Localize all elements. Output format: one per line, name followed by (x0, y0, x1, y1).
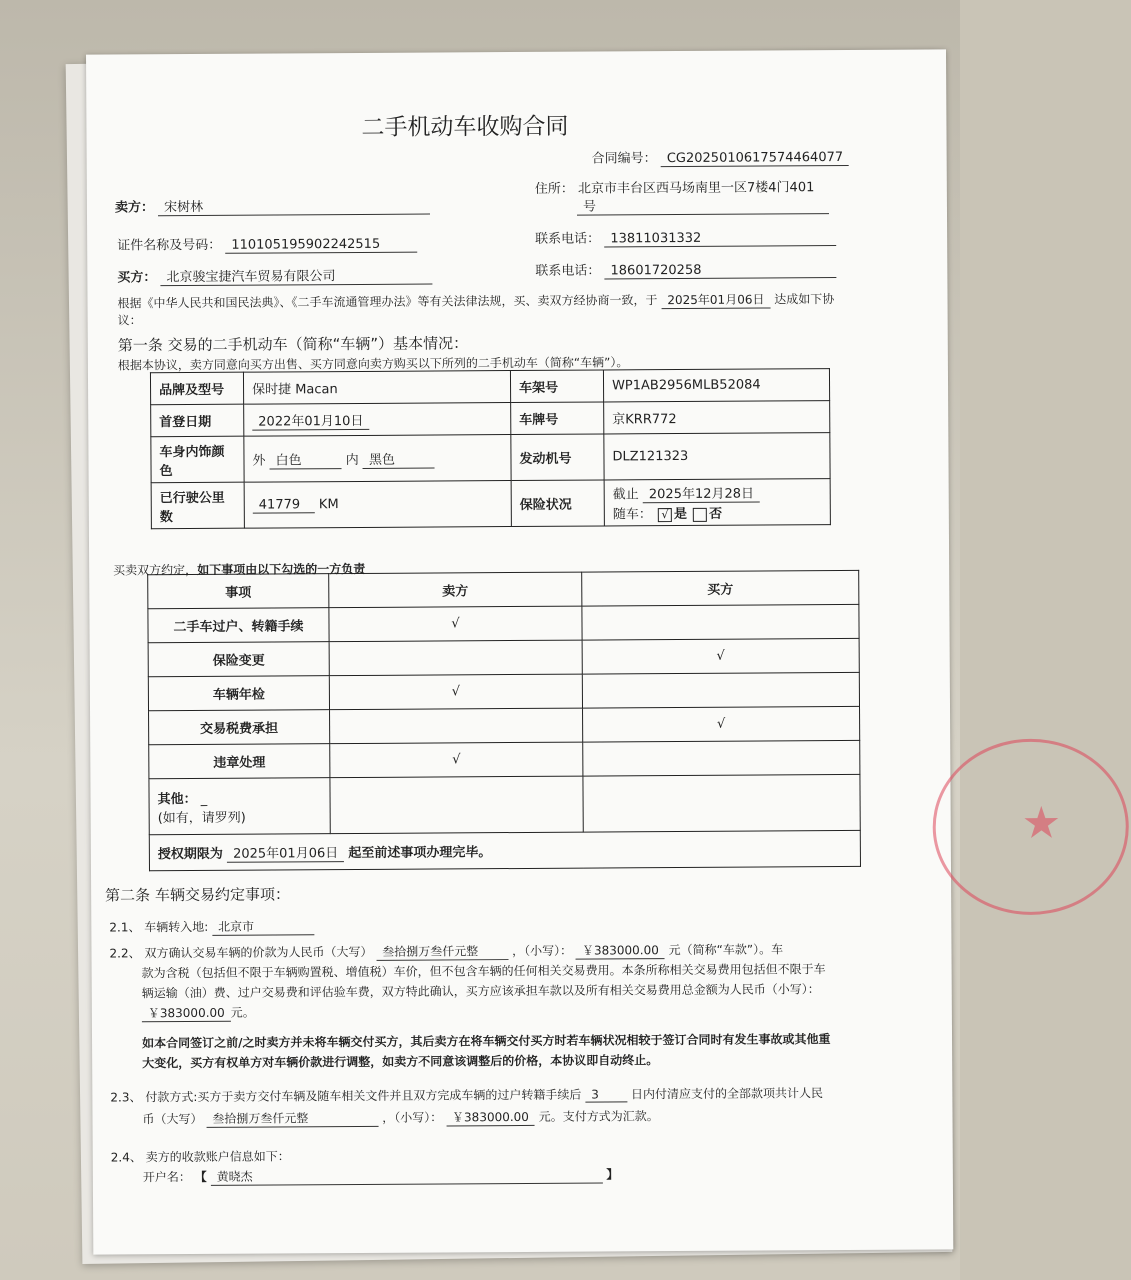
account-name-value: 黄晓杰 (210, 1165, 602, 1185)
clause-2-2-line1 (109, 940, 783, 962)
duties-intro-a: 买卖双方约定， (113, 562, 198, 578)
document-title: 二手机动车收购合同 (361, 113, 569, 141)
table-row (150, 369, 829, 405)
clause-2-2-total: ￥383000.00 (142, 1004, 231, 1023)
buyer-phone-row (535, 258, 836, 280)
other-label: 其他： (157, 791, 197, 807)
clause-2-2-num: 2.2、 (109, 946, 141, 961)
ext-prefix: 外 (252, 453, 266, 469)
duty-item: 违章处理 (149, 744, 330, 779)
intro-text-a: 根据《中华人民共和国民法典》、《二手车流通管理办法》等有关法律法规，买、卖双方经协商一致，于 (117, 293, 658, 311)
brand-value: 保时捷 Macan (243, 371, 510, 405)
brand-label: 品牌及型号 (150, 372, 243, 405)
clause-2-1-label: 车辆转入地: (144, 919, 209, 935)
with-car (613, 502, 822, 522)
mileage-value: 41779 (253, 497, 315, 513)
insurance-until-date: 2025年12月28日 (643, 483, 760, 504)
clause-2-1-num: 2.1、 (109, 920, 141, 935)
no-checkbox[interactable] (693, 507, 707, 521)
clause-2-3-e: 元。支付方式为汇款。 (538, 1109, 659, 1124)
seller-name: 宋树林 (158, 195, 430, 217)
other-seller-cell[interactable] (330, 776, 583, 834)
other-buyer-cell[interactable] (583, 774, 860, 832)
yes-checkbox[interactable]: √ (658, 508, 672, 522)
auth-date: 2025年01月06日 (227, 842, 344, 863)
duty-seller-check[interactable]: √ (330, 742, 583, 778)
account-name-label: 开户名： (142, 1170, 191, 1185)
seller-address-label: 住所： (534, 181, 574, 197)
other-note: (如有，请罗列) (157, 810, 246, 826)
clause-2-4 (111, 1147, 290, 1165)
engine-value: DLZ121323 (604, 433, 830, 480)
vin-value: WP1AB2956MLB52084 (603, 369, 829, 402)
clause-2-1-value: 北京市 (212, 917, 314, 936)
vin-label: 车架号 (510, 370, 603, 403)
other-label-row (157, 787, 321, 807)
intro-line1 (117, 290, 834, 312)
ext-color: 白色 (270, 449, 342, 469)
plate-value: 京KRR772 (604, 401, 830, 434)
clause-2-3-line2 (142, 1107, 658, 1128)
plate-label: 车牌号 (511, 402, 604, 435)
clause-2-3-upper: 叁拾捌万叁仟元整 (206, 1109, 378, 1128)
duties-table (147, 570, 861, 871)
table-row (149, 774, 860, 834)
header-buyer: 买方 (582, 570, 859, 606)
table-row (149, 830, 860, 870)
bracket-open: 【 (194, 1169, 207, 1184)
table-row (148, 604, 859, 642)
clause-2-2-c: 元（简称“车款”）。车 (668, 942, 784, 958)
duty-item: 交易税费承担 (149, 710, 330, 745)
duties-intro-b: 如下事项由以下勾选的一方负责 (197, 561, 366, 577)
seller-phone: 13811031332 (604, 230, 836, 247)
no-label: 否 (709, 506, 723, 522)
duty-buyer-check[interactable] (582, 672, 859, 708)
auth-period-cell (149, 830, 860, 870)
table-row (151, 479, 830, 529)
seller-label: 卖方： (114, 200, 155, 216)
reg-date-label: 首登日期 (151, 404, 244, 437)
duty-item: 保险变更 (148, 642, 329, 677)
table-row (148, 570, 859, 608)
table-row (148, 638, 859, 676)
header-item: 事项 (148, 574, 329, 609)
clause-2-3-num: 2.3、 (110, 1090, 142, 1105)
duty-seller-check[interactable] (330, 708, 583, 744)
duty-buyer-check[interactable]: √ (582, 638, 859, 674)
clause-2-2-line2: 款为含税（包括但不限于车辆购置税、增值税）车价，但不包含车辆的任何相关交易费用。本条所称相关交易费用包括但不限于车 (141, 962, 826, 981)
table-row (151, 433, 830, 483)
int-prefix: 内 (345, 452, 359, 468)
reg-date-cell (244, 403, 511, 437)
clause-2-3-a: 付款方式:买方于卖方交付车辆及随车相关文件并且双方完成车辆的过户转籍手续后 (145, 1087, 582, 1105)
int-color: 黑色 (363, 448, 435, 468)
clause-2-2-lower: ￥383000.00 (576, 941, 665, 960)
mileage-unit: KM (318, 496, 339, 512)
clause-2-3-b: 日内付清应支付的全部款项共计人民 (630, 1086, 824, 1102)
duty-seller-check[interactable] (329, 640, 582, 676)
clause-2-3-lower: ￥383000.00 (446, 1108, 535, 1127)
other-cell (149, 778, 330, 835)
clause-2-2-line4 (142, 1004, 255, 1023)
clause-2-2-total-unit: 元。 (230, 1005, 255, 1020)
seller-phone-label: 联系电话： (535, 231, 601, 247)
clause-2-3-line1 (110, 1084, 823, 1105)
mileage-cell (244, 481, 511, 529)
seal-star-icon: ★ (1021, 797, 1062, 849)
other-value: _ (200, 791, 208, 807)
duty-buyer-check[interactable] (582, 604, 859, 640)
duty-seller-check[interactable]: √ (329, 606, 582, 642)
bracket-close: 】 (606, 1167, 619, 1182)
article1-desc: 根据本协议，卖方同意向买方出售、买方同意向卖方购买以下所列的二手机动车（简称“车辆”）。 (117, 355, 629, 373)
seller-id-row (117, 233, 417, 255)
color-label: 车身内饰颜色 (151, 436, 244, 483)
seller-id-value: 110105195902242515 (225, 237, 417, 254)
bold-clause-line2: 大变化，买方有权单方对车辆价款进行调整，如卖方不同意该调整后的价格，本协议即自动终止。 (142, 1053, 659, 1071)
clause-2-4-label: 卖方的收款账户信息如下： (145, 1149, 290, 1165)
seller-phone-row (535, 226, 836, 248)
article2-title: 第二条 车辆交易约定事项： (105, 885, 290, 905)
reg-date-value: 2022年01月10日 (252, 409, 369, 430)
contract-number (592, 146, 850, 168)
clause-2-2-a: 双方确认交易车辆的价款为人民币（大写） (144, 944, 373, 961)
clause-2-3-d: ，（小写）： (382, 1110, 443, 1125)
contract-number-value: CG2025010617574464077 (661, 150, 849, 167)
intro-text-b: 达成如下协 (774, 292, 835, 307)
intro-line2: 议： (117, 313, 142, 328)
clause-2-2-b: ，（小写）： (512, 943, 573, 959)
contract-page (86, 49, 1062, 1254)
insurance-until-label: 截止 (612, 487, 639, 503)
duty-seller-check[interactable]: √ (329, 674, 582, 710)
bold-clause-line1: 如本合同签订之前/之时卖方并未将车辆交付买方，其后卖方在将车辆交付买方时若车辆状况相较于签订合同时有发生事故或其他重 (142, 1032, 831, 1051)
duty-buyer-check[interactable]: √ (583, 706, 860, 742)
color-cell (244, 435, 511, 483)
table-row (149, 706, 860, 744)
insurance-label: 保险状况 (511, 480, 604, 527)
clause-2-2-line3: 辆运输（油）费、过户交易费和评估验车费，双方特此确认，买方应该承担车款以及所有相关交易费用总金额为人民币（小写）： (141, 982, 820, 1001)
table-row (149, 740, 860, 778)
yes-label: 是 (673, 506, 688, 523)
seller-address-line2: 号 (577, 194, 829, 216)
buyer-label: 买方： (117, 270, 157, 286)
clause-2-1 (109, 917, 314, 936)
seller-address-line2-row (577, 194, 829, 216)
duty-buyer-check[interactable] (583, 740, 860, 776)
clause-2-3-c: 币（大写） (142, 1111, 203, 1127)
buyer-phone-label: 联系电话： (535, 263, 601, 279)
seller-id-label: 证件名称及号码： (117, 237, 222, 254)
with-car-label: 随车： (612, 507, 652, 523)
duty-item: 二手车过户、转籍手续 (148, 608, 329, 643)
buyer-name: 北京骏宝捷汽车贸易有限公司 (160, 265, 432, 287)
vehicle-info-table (150, 368, 831, 529)
engine-label: 发动机号 (511, 434, 604, 481)
auth-suffix: 起至前述事项办理完毕。 (348, 844, 492, 861)
duty-item: 车辆年检 (148, 676, 329, 711)
buyer-row (117, 265, 432, 287)
article1-title: 第一条 交易的二手机动车（简称“车辆”）基本情况： (117, 334, 469, 355)
mileage-label: 已行驶公里数 (151, 482, 244, 529)
insurance-until (613, 482, 822, 503)
clause-2-3-days: 3 (585, 1087, 627, 1102)
seller-row (115, 195, 430, 217)
table-row (151, 401, 830, 437)
seller-address-line1: 北京市丰台区西马场南里一区7楼4门401 (577, 180, 815, 197)
clause-2-4-num: 2.4、 (110, 1150, 142, 1165)
contract-number-label: 合同编号： (591, 151, 657, 167)
intro-date: 2025年01月06日 (661, 290, 770, 309)
company-seal (932, 738, 1129, 915)
header-seller: 卖方 (329, 572, 582, 608)
account-name-row (143, 1165, 619, 1186)
insurance-cell (604, 479, 830, 526)
table-row (148, 672, 859, 710)
buyer-phone: 18601720258 (604, 262, 836, 279)
auth-label: 授权期限为 (157, 846, 223, 862)
clause-2-2-upper: 叁拾捌万叁仟元整 (376, 942, 508, 961)
